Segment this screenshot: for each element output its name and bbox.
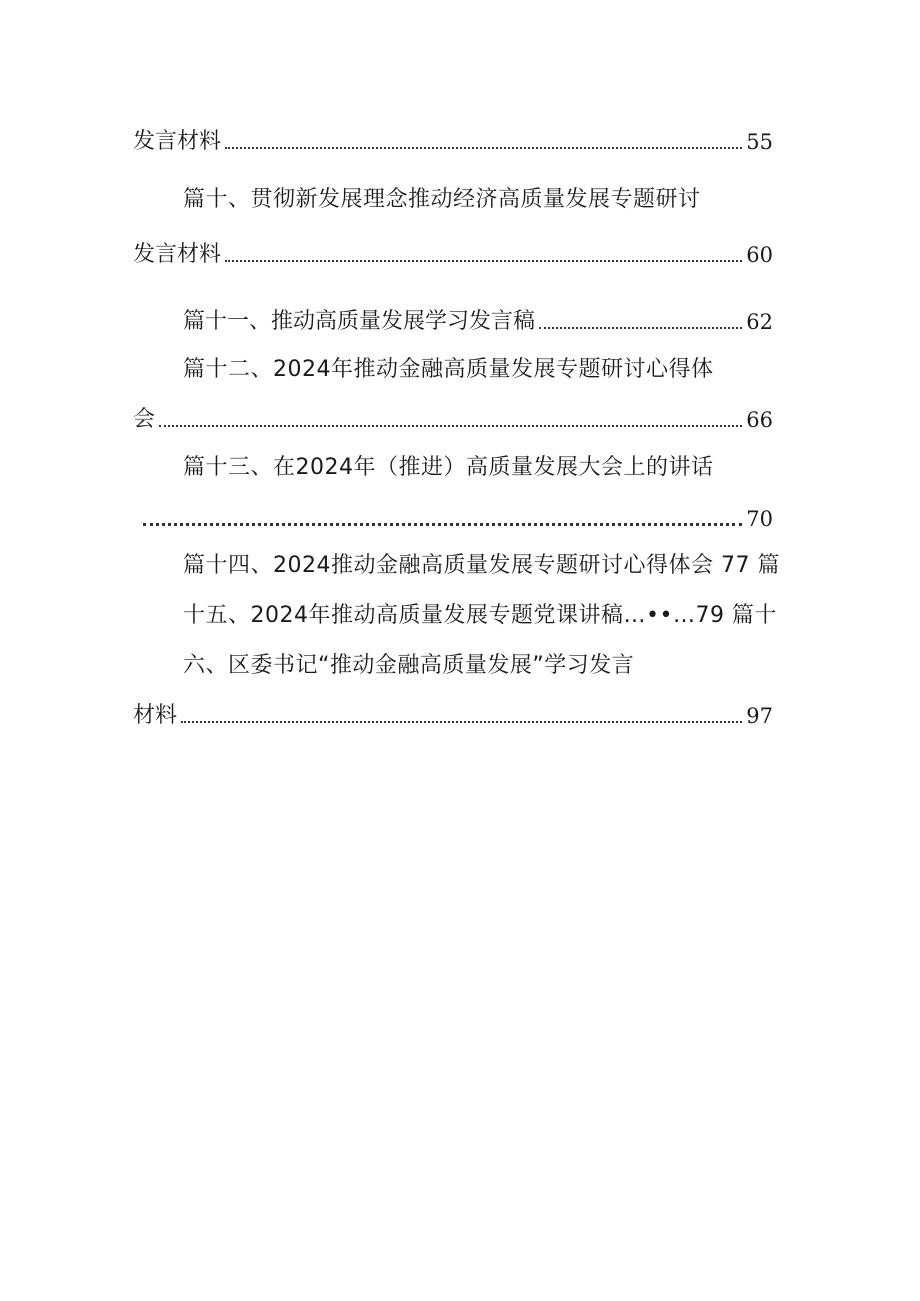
toc-entry-15-line[interactable]: 十五、2024年推动高质量发展专题党课讲稿…••…79 篇十 bbox=[183, 603, 777, 628]
toc-entry-14-line[interactable]: 篇十四、2024推动金融高质量发展专题研讨心得体会 77 篇 bbox=[183, 553, 780, 578]
toc-entry-label: 发言材料 bbox=[133, 242, 222, 267]
toc-entry-label: 材料 bbox=[133, 703, 178, 728]
toc-entry-13-title[interactable]: 篇十三、在2024年（推进）高质量发展大会上的讲话 bbox=[183, 455, 714, 480]
toc-page-number: 55 bbox=[746, 130, 773, 154]
toc-entry-label: 发言材料 bbox=[133, 129, 222, 154]
toc-entry-13[interactable] bbox=[133, 504, 773, 534]
dot-leader bbox=[539, 327, 742, 329]
dot-leader bbox=[225, 260, 742, 262]
toc-entry-10-title[interactable]: 篇十、贯彻新发展理念推动经济高质量发展专题研讨 bbox=[183, 187, 701, 212]
dot-leader bbox=[225, 147, 742, 149]
toc-entry-label: 篇十一、推动高质量发展学习发言稿 bbox=[183, 309, 536, 334]
toc-entry-9-continuation[interactable] bbox=[133, 127, 773, 157]
toc-page-number: 62 bbox=[746, 310, 773, 334]
toc-entry-16[interactable] bbox=[133, 701, 773, 731]
dot-leader bbox=[143, 523, 742, 526]
toc-page-number: 66 bbox=[746, 408, 773, 432]
toc-entry-16-title[interactable]: 六、区委书记“推动金融高质量发展”学习发言 bbox=[183, 653, 635, 678]
toc-entry-11[interactable] bbox=[183, 307, 773, 337]
toc-entry-10[interactable] bbox=[133, 240, 773, 270]
dot-leader bbox=[159, 425, 742, 427]
toc-entry-12-title[interactable]: 篇十二、2024年推动金融高质量发展专题研讨心得体 bbox=[183, 357, 714, 382]
toc-page-number: 70 bbox=[746, 507, 773, 531]
toc-entry-label: 会 bbox=[133, 407, 156, 432]
toc-entry-12[interactable] bbox=[133, 405, 773, 435]
dot-leader bbox=[181, 721, 742, 723]
toc-page-number: 60 bbox=[746, 243, 773, 267]
toc-page-number: 97 bbox=[746, 704, 773, 728]
